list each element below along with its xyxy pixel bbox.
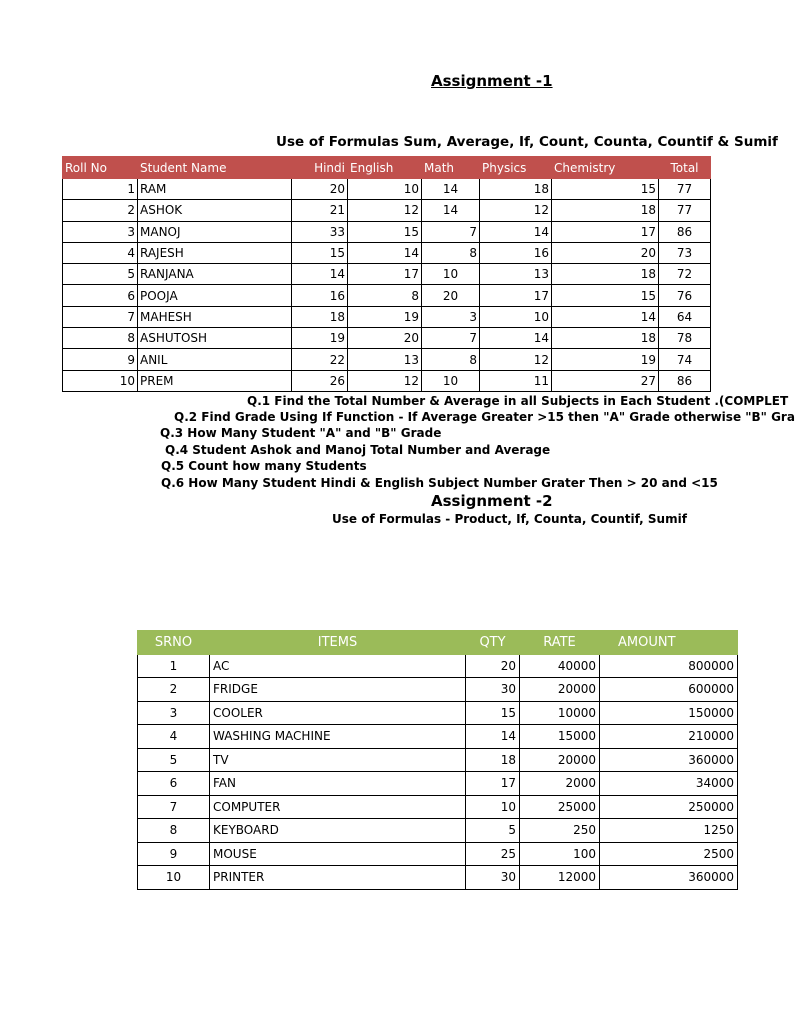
student-marks-table <box>62 156 711 392</box>
col-header-student-name: Student Name <box>138 157 292 179</box>
col-header-math: Math <box>422 157 480 179</box>
cell-amount[interactable]: 2500 <box>600 842 738 866</box>
cell-total[interactable]: 78 <box>659 328 711 349</box>
cell-student-name[interactable]: RAM <box>138 179 292 200</box>
cell-srno[interactable]: 3 <box>138 701 210 725</box>
question-6: Q.6 How Many Student Hindi & English Subject Number Grater Then > 20 and <15 <box>161 476 718 490</box>
items-table-viewport <box>137 630 734 888</box>
cell-english[interactable]: 20 <box>348 328 422 349</box>
table-row <box>138 748 738 772</box>
table-row <box>63 242 711 263</box>
table-row <box>63 200 711 221</box>
assignment-2-title: Assignment -2 <box>431 492 553 510</box>
cell-roll-no[interactable]: 9 <box>63 349 138 370</box>
cell-srno[interactable]: 1 <box>138 654 210 678</box>
cell-chemistry[interactable]: 15 <box>552 179 659 200</box>
cell-amount[interactable]: 250000 <box>600 795 738 819</box>
cell-english[interactable]: 15 <box>348 221 422 242</box>
student-table-header <box>63 157 711 179</box>
cell-qty[interactable]: 18 <box>466 748 520 772</box>
cell-rate[interactable]: 2000 <box>520 772 600 796</box>
cell-math[interactable]: 14 <box>422 200 480 221</box>
cell-chemistry[interactable]: 18 <box>552 264 659 285</box>
question-5: Q.5 Count how many Students <box>161 459 367 473</box>
col-header-total: Total <box>659 157 711 179</box>
cell-physics[interactable]: 12 <box>480 200 552 221</box>
col-header-roll-no: Roll No <box>63 157 138 179</box>
cell-rate[interactable]: 100 <box>520 842 600 866</box>
cell-rate[interactable]: 10000 <box>520 701 600 725</box>
cell-amount[interactable]: 1250 <box>600 819 738 843</box>
cell-physics[interactable]: 14 <box>480 221 552 242</box>
cell-physics[interactable]: 12 <box>480 349 552 370</box>
cell-amount[interactable]: 360000 <box>600 866 738 890</box>
table-row <box>63 264 711 285</box>
cell-total[interactable]: 64 <box>659 306 711 327</box>
cell-qty[interactable]: 30 <box>466 678 520 702</box>
cell-chemistry[interactable]: 20 <box>552 242 659 263</box>
cell-physics[interactable]: 11 <box>480 370 552 391</box>
cell-hindi[interactable]: 21 <box>292 200 348 221</box>
cell-english[interactable]: 19 <box>348 306 422 327</box>
cell-student-name[interactable]: MAHESH <box>138 306 292 327</box>
cell-roll-no[interactable]: 6 <box>63 285 138 306</box>
cell-hindi[interactable]: 14 <box>292 264 348 285</box>
col-header-qty: QTY <box>466 631 520 655</box>
cell-item[interactable]: AC <box>210 654 466 678</box>
cell-total[interactable]: 74 <box>659 349 711 370</box>
cell-math[interactable]: 20 <box>422 285 480 306</box>
cell-physics[interactable]: 17 <box>480 285 552 306</box>
cell-amount[interactable]: 34000 <box>600 772 738 796</box>
assignment-1-title: Assignment -1 <box>431 72 553 90</box>
col-header-rate: RATE <box>520 631 600 655</box>
cell-hindi[interactable]: 16 <box>292 285 348 306</box>
cell-roll-no[interactable]: 3 <box>63 221 138 242</box>
cell-srno[interactable]: 2 <box>138 678 210 702</box>
items-table <box>137 630 738 890</box>
table-row <box>63 370 711 391</box>
cell-physics[interactable]: 13 <box>480 264 552 285</box>
cell-amount[interactable]: 800000 <box>600 654 738 678</box>
cell-qty[interactable]: 20 <box>466 654 520 678</box>
cell-hindi[interactable]: 33 <box>292 221 348 242</box>
cell-math[interactable]: 7 <box>422 328 480 349</box>
table-row <box>63 328 711 349</box>
cell-qty[interactable]: 10 <box>466 795 520 819</box>
cell-chemistry[interactable]: 18 <box>552 200 659 221</box>
table-row <box>138 795 738 819</box>
cell-qty[interactable]: 30 <box>466 866 520 890</box>
cell-srno[interactable]: 5 <box>138 748 210 772</box>
table-row <box>138 678 738 702</box>
table-row <box>63 306 711 327</box>
cell-item[interactable]: FRIDGE <box>210 678 466 702</box>
cell-english[interactable]: 10 <box>348 179 422 200</box>
cell-english[interactable]: 14 <box>348 242 422 263</box>
col-header-items: ITEMS <box>210 631 466 655</box>
cell-item[interactable]: WASHING MACHINE <box>210 725 466 749</box>
cell-chemistry[interactable]: 15 <box>552 285 659 306</box>
cell-hindi[interactable]: 19 <box>292 328 348 349</box>
cell-physics[interactable]: 10 <box>480 306 552 327</box>
col-header-chemistry: Chemistry <box>552 157 659 179</box>
cell-qty[interactable]: 17 <box>466 772 520 796</box>
cell-item[interactable]: COOLER <box>210 701 466 725</box>
cell-math[interactable]: 7 <box>422 221 480 242</box>
table-row <box>63 221 711 242</box>
cell-srno[interactable]: 7 <box>138 795 210 819</box>
table-row <box>138 866 738 890</box>
cell-amount[interactable]: 600000 <box>600 678 738 702</box>
col-header-physics: Physics <box>480 157 552 179</box>
cell-rate[interactable]: 20000 <box>520 678 600 702</box>
cell-roll-no[interactable]: 4 <box>63 242 138 263</box>
cell-english[interactable]: 12 <box>348 200 422 221</box>
cell-srno[interactable]: 8 <box>138 819 210 843</box>
cell-amount[interactable]: 210000 <box>600 725 738 749</box>
table-row <box>63 285 711 306</box>
cell-qty[interactable]: 25 <box>466 842 520 866</box>
cell-total[interactable]: 86 <box>659 370 711 391</box>
cell-math[interactable]: 8 <box>422 242 480 263</box>
cell-math[interactable]: 8 <box>422 349 480 370</box>
cell-rate[interactable]: 25000 <box>520 795 600 819</box>
table-row <box>138 701 738 725</box>
question-1: Q.1 Find the Total Number & Average in all Subjects in Each Student .(COMPLET <box>247 394 789 408</box>
assignment-1-subtitle: Use of Formulas Sum, Average, If, Count, Counta, Countif & Sumif <box>276 134 778 150</box>
cell-item[interactable]: TV <box>210 748 466 772</box>
table-row <box>138 842 738 866</box>
cell-roll-no[interactable]: 7 <box>63 306 138 327</box>
table-row <box>138 772 738 796</box>
cell-total[interactable]: 77 <box>659 179 711 200</box>
cell-srno[interactable]: 10 <box>138 866 210 890</box>
cell-english[interactable]: 17 <box>348 264 422 285</box>
cell-student-name[interactable]: POOJA <box>138 285 292 306</box>
cell-item[interactable]: PRINTER <box>210 866 466 890</box>
cell-student-name[interactable]: MANOJ <box>138 221 292 242</box>
cell-chemistry[interactable]: 18 <box>552 328 659 349</box>
cell-english[interactable]: 8 <box>348 285 422 306</box>
question-3: Q.3 How Many Student "A" and "B" Grade <box>160 426 442 440</box>
cell-total[interactable]: 72 <box>659 264 711 285</box>
cell-physics[interactable]: 18 <box>480 179 552 200</box>
table-row <box>63 179 711 200</box>
cell-srno[interactable]: 9 <box>138 842 210 866</box>
cell-math[interactable]: 10 <box>422 264 480 285</box>
cell-hindi[interactable]: 18 <box>292 306 348 327</box>
cell-chemistry[interactable]: 27 <box>552 370 659 391</box>
cell-student-name[interactable]: ASHUTOSH <box>138 328 292 349</box>
cell-rate[interactable]: 15000 <box>520 725 600 749</box>
cell-rate[interactable]: 12000 <box>520 866 600 890</box>
cell-physics[interactable]: 14 <box>480 328 552 349</box>
cell-total[interactable]: 77 <box>659 200 711 221</box>
col-header-english: English <box>348 157 422 179</box>
cell-roll-no[interactable]: 10 <box>63 370 138 391</box>
cell-roll-no[interactable]: 1 <box>63 179 138 200</box>
cell-item[interactable]: COMPUTER <box>210 795 466 819</box>
cell-srno[interactable]: 4 <box>138 725 210 749</box>
cell-english[interactable]: 13 <box>348 349 422 370</box>
cell-rate[interactable]: 40000 <box>520 654 600 678</box>
cell-roll-no[interactable]: 5 <box>63 264 138 285</box>
table-row <box>138 654 738 678</box>
cell-qty[interactable]: 5 <box>466 819 520 843</box>
cell-rate[interactable]: 250 <box>520 819 600 843</box>
cell-student-name[interactable]: RANJANA <box>138 264 292 285</box>
cell-physics[interactable]: 16 <box>480 242 552 263</box>
cell-chemistry[interactable]: 17 <box>552 221 659 242</box>
cell-amount[interactable]: 360000 <box>600 748 738 772</box>
cell-student-name[interactable]: ASHOK <box>138 200 292 221</box>
cell-amount[interactable]: 150000 <box>600 701 738 725</box>
table-row <box>138 725 738 749</box>
question-2: Q.2 Find Grade Using If Function - If Average Greater >15 then "A" Grade otherwise "B" Gra <box>174 410 795 424</box>
cell-item[interactable]: FAN <box>210 772 466 796</box>
cell-hindi[interactable]: 20 <box>292 179 348 200</box>
cell-total[interactable]: 76 <box>659 285 711 306</box>
cell-item[interactable]: KEYBOARD <box>210 819 466 843</box>
cell-roll-no[interactable]: 2 <box>63 200 138 221</box>
cell-hindi[interactable]: 26 <box>292 370 348 391</box>
cell-hindi[interactable]: 15 <box>292 242 348 263</box>
col-header-amount: AMOUNT <box>600 631 738 655</box>
cell-qty[interactable]: 15 <box>466 701 520 725</box>
cell-math[interactable]: 3 <box>422 306 480 327</box>
cell-english[interactable]: 12 <box>348 370 422 391</box>
cell-total[interactable]: 86 <box>659 221 711 242</box>
cell-total[interactable]: 73 <box>659 242 711 263</box>
col-header-srno: SRNO <box>138 631 210 655</box>
cell-srno[interactable]: 6 <box>138 772 210 796</box>
table-row <box>138 819 738 843</box>
cell-chemistry[interactable]: 14 <box>552 306 659 327</box>
question-4: Q.4 Student Ashok and Manoj Total Number and Average <box>165 443 551 457</box>
cell-qty[interactable]: 14 <box>466 725 520 749</box>
cell-hindi[interactable]: 22 <box>292 349 348 370</box>
cell-student-name[interactable]: RAJESH <box>138 242 292 263</box>
cell-math[interactable]: 14 <box>422 179 480 200</box>
assignment-2-subtitle: Use of Formulas - Product, If, Counta, Countif, Sumif <box>332 512 687 526</box>
items-table-header <box>138 631 738 655</box>
cell-item[interactable]: MOUSE <box>210 842 466 866</box>
cell-chemistry[interactable]: 19 <box>552 349 659 370</box>
cell-student-name[interactable]: ANIL <box>138 349 292 370</box>
cell-rate[interactable]: 20000 <box>520 748 600 772</box>
table-row <box>63 349 711 370</box>
cell-math[interactable]: 10 <box>422 370 480 391</box>
col-header-hindi: Hindi <box>292 157 348 179</box>
cell-roll-no[interactable]: 8 <box>63 328 138 349</box>
cell-student-name[interactable]: PREM <box>138 370 292 391</box>
